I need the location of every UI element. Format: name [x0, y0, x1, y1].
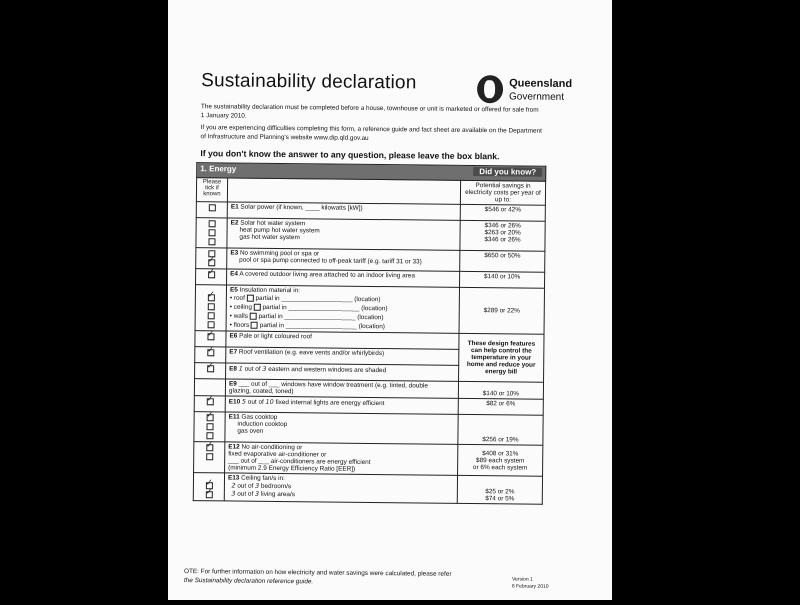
checkbox-ticked[interactable] — [206, 409, 214, 421]
partial-label: partial in — [258, 312, 283, 321]
checkbox-ticked[interactable] — [206, 328, 215, 340]
checkbox[interactable] — [206, 432, 213, 439]
tick-mark-icon: ✓ — [206, 344, 215, 355]
handwritten-value: 3 — [262, 364, 267, 373]
handwritten-value: 3 — [231, 489, 236, 498]
row-text: Ceiling fan/s in: — [241, 474, 285, 483]
insulation-option: floors — [233, 321, 250, 329]
row-e10: ✓ E10 5 out of 10 fixed internal lights are energy efficient $82 or 6% — [194, 396, 543, 416]
footer-note: the Sustainability declaration reference guide. — [183, 577, 314, 586]
checkbox-ticked[interactable] — [207, 254, 216, 266]
tick-mark-icon: ✓ — [207, 254, 216, 265]
row-text: No swimming pool or spa or — [239, 249, 320, 258]
checkbox-ticked[interactable] — [207, 266, 216, 278]
partial-label: partial in — [262, 304, 287, 312]
tick-header: Please tick if known — [196, 178, 227, 202]
tick-mark-icon: ✓ — [205, 486, 213, 497]
row-code: E11 — [228, 413, 240, 421]
checkbox-ticked[interactable] — [206, 344, 215, 356]
checkbox[interactable] — [206, 423, 213, 430]
intro-line: The sustainability declaration must be completed before a house, townhouse or unit is marketed or offered for sale from — [200, 103, 539, 114]
row-text: Solar hot water system — [240, 219, 306, 228]
row-code: E4 — [230, 270, 238, 278]
handwritten-value: 1 — [238, 364, 243, 373]
form-page — [180, 0, 586, 604]
row-text: glazing, coated, toned) — [228, 387, 294, 396]
footer-note: OTE: For further information on how electricity and water savings were calculated, please refer — [183, 568, 452, 578]
partial-label: partial in — [255, 294, 280, 303]
checkbox[interactable] — [254, 304, 261, 311]
row-code: E12 — [228, 443, 240, 451]
page-title: Sustainability declaration — [201, 70, 417, 94]
insulation-option: walls — [233, 312, 248, 320]
savings-value: $256 or 19% — [458, 414, 543, 445]
location-label: (location) — [357, 313, 384, 322]
did-you-know-label: Did you know? — [473, 167, 542, 177]
row-text: Gas cooktop — [241, 413, 278, 421]
logo-text-line1: Queensland — [509, 77, 573, 91]
row-code: E5 — [229, 286, 238, 294]
row-e2 — [196, 218, 545, 252]
row-text: No air-conditioning or — [241, 443, 303, 452]
row-code: E8 — [229, 365, 238, 373]
design-features-note: These design features can help control the temperature in your home and reduce your energy bill — [459, 333, 544, 382]
savings-value: $546 or 42% — [460, 204, 545, 221]
location-label: (location) — [354, 295, 381, 304]
row-code: E2 — [230, 219, 239, 227]
intro-line: If you are experiencing difficulties completing this form, a reference guide and fact sheet are available on the Department — [200, 124, 542, 135]
logo-emblem-icon — [477, 75, 503, 103]
row-text: induction cooktop — [237, 420, 288, 429]
section-title: 1. Energy — [200, 164, 237, 174]
checkbox[interactable] — [208, 238, 215, 245]
row-e11 — [194, 412, 543, 446]
savings-value: $82 or 6% — [458, 398, 543, 415]
savings-value: $140 or 10% — [460, 271, 545, 288]
row-text: Roof ventilation (e.g. eave vents and/or whirlybirds) — [238, 348, 385, 358]
row-text: ___ out of ___ windows have window treatment (e.g. tinted, double — [238, 380, 428, 390]
row-text: ___ out of ___ air-conditioners are energy efficient — [228, 457, 371, 466]
savings-value: $89 each system — [476, 456, 525, 465]
checkbox-ticked[interactable] — [205, 439, 214, 451]
savings-header: Potential savings in electricity costs per year of up to: — [460, 180, 545, 205]
savings-value: $650 or 50% — [460, 250, 545, 272]
insulation-option: roof — [233, 294, 245, 302]
row-text: Solar power (if known, ____ kilowatts [kW]) — [240, 203, 363, 212]
tick-mark-icon: ✓ — [206, 393, 214, 404]
checkbox[interactable] — [208, 220, 215, 227]
version-date: 6 February 2010 — [511, 583, 549, 590]
intro-line: 1 January 2010. — [200, 112, 247, 120]
handwritten-value: 3 — [254, 489, 260, 498]
insulation-option: ceiling — [233, 303, 252, 311]
row-e5: ✓ E5 Insulation material in: • roof partial in ____________________ (location) • ceiling partial in ____________________ (location) • walls partial in ____________________ (location) • floors partial in ____________________ (location) $289 or 22% — [195, 285, 544, 335]
logo-text-line2: Government — [508, 91, 565, 103]
savings-value: $263 or 20% — [484, 229, 521, 237]
checkbox[interactable] — [207, 312, 214, 319]
checkbox[interactable] — [251, 322, 258, 329]
version-label: Version 1 — [511, 576, 533, 583]
row-text: gas hot water system — [239, 233, 300, 242]
checkbox-ticked[interactable] — [205, 486, 213, 498]
row-code: E9 — [228, 380, 237, 388]
row-text: heat pump hot water system — [239, 226, 320, 235]
checkbox-ticked[interactable] — [206, 393, 214, 405]
checkbox[interactable] — [250, 313, 257, 320]
checkbox[interactable] — [208, 204, 215, 211]
checkbox-ticked[interactable] — [207, 289, 216, 301]
row-text: fixed evaporative air-conditioner or — [228, 450, 327, 459]
location-label: (location) — [361, 305, 388, 313]
checkbox[interactable] — [206, 453, 213, 460]
handwritten-value: 2 — [231, 481, 236, 490]
savings-value: $289 or 22% — [459, 287, 544, 334]
row-text: (minimum 2.9 Energy Efficiency Ratio [EER]) — [228, 464, 356, 473]
row-code: E13 — [227, 474, 240, 482]
blank-header — [227, 178, 460, 204]
row-e8: ✓ E8 1 out of 3 eastern and western windows are shaded — [195, 363, 544, 383]
tick-mark-icon: ✓ — [205, 477, 214, 488]
energy-table — [193, 162, 547, 505]
row-code: E10 — [228, 398, 241, 406]
row-e13: ✓ ✓ E13 Ceiling fan/s in: 2 out of 3 bedroom/s 3 out of 3 living area/s $25 or 2% $74 or 5% — [193, 473, 542, 505]
savings-value: $74 or 5% — [485, 495, 515, 503]
tick-mark-icon: ✓ — [206, 360, 215, 371]
intro-line: of Infrastructure and Planning's website www.dip.qld.gov.au — [200, 133, 369, 142]
handwritten-value: 5 — [241, 397, 247, 406]
handwritten-value: 10 — [265, 397, 274, 406]
checkbox[interactable] — [208, 229, 215, 236]
handwritten-value: 3 — [255, 481, 260, 490]
partial-label: partial in — [259, 321, 285, 330]
savings-value: $346 or 26% — [484, 236, 521, 244]
tick-mark-icon: ✓ — [205, 439, 214, 450]
tick-mark-icon: ✓ — [207, 289, 216, 300]
location-label: (location) — [358, 323, 385, 331]
row-text: A covered outdoor living area attached to an indoor living area — [239, 270, 415, 280]
row-text: Pale or light coloured roof — [239, 332, 312, 341]
queensland-government-logo — [477, 75, 617, 108]
row-code: E7 — [229, 348, 238, 356]
savings-value: or 6% each system — [472, 463, 528, 472]
row-code: E3 — [230, 249, 239, 257]
checkbox[interactable] — [207, 303, 214, 310]
savings-value: $140 or 10% — [458, 381, 543, 399]
instruction-text: If you don't know the answer to any question, please leave the box blank. — [200, 148, 500, 162]
tick-mark-icon: ✓ — [206, 409, 214, 420]
row-code: E6 — [229, 332, 238, 340]
row-text: Insulation material in: — [239, 286, 300, 295]
checkbox-ticked[interactable] — [206, 360, 215, 372]
savings-value: $408 or 31% — [482, 449, 519, 458]
row-e12 — [194, 442, 543, 477]
row-code: E1 — [230, 203, 239, 211]
tick-mark-icon: ✓ — [206, 328, 215, 339]
checkbox[interactable] — [247, 295, 254, 302]
row-text: gas oven — [237, 427, 264, 435]
row-text: pool or spa pump connected to off-peak tariff (e.g. tariff 31 or 33) — [239, 256, 422, 266]
tick-mark-icon: ✓ — [207, 266, 216, 277]
savings-value: $25 or 2% — [485, 488, 515, 496]
savings-value: $346 or 26% — [484, 222, 521, 230]
